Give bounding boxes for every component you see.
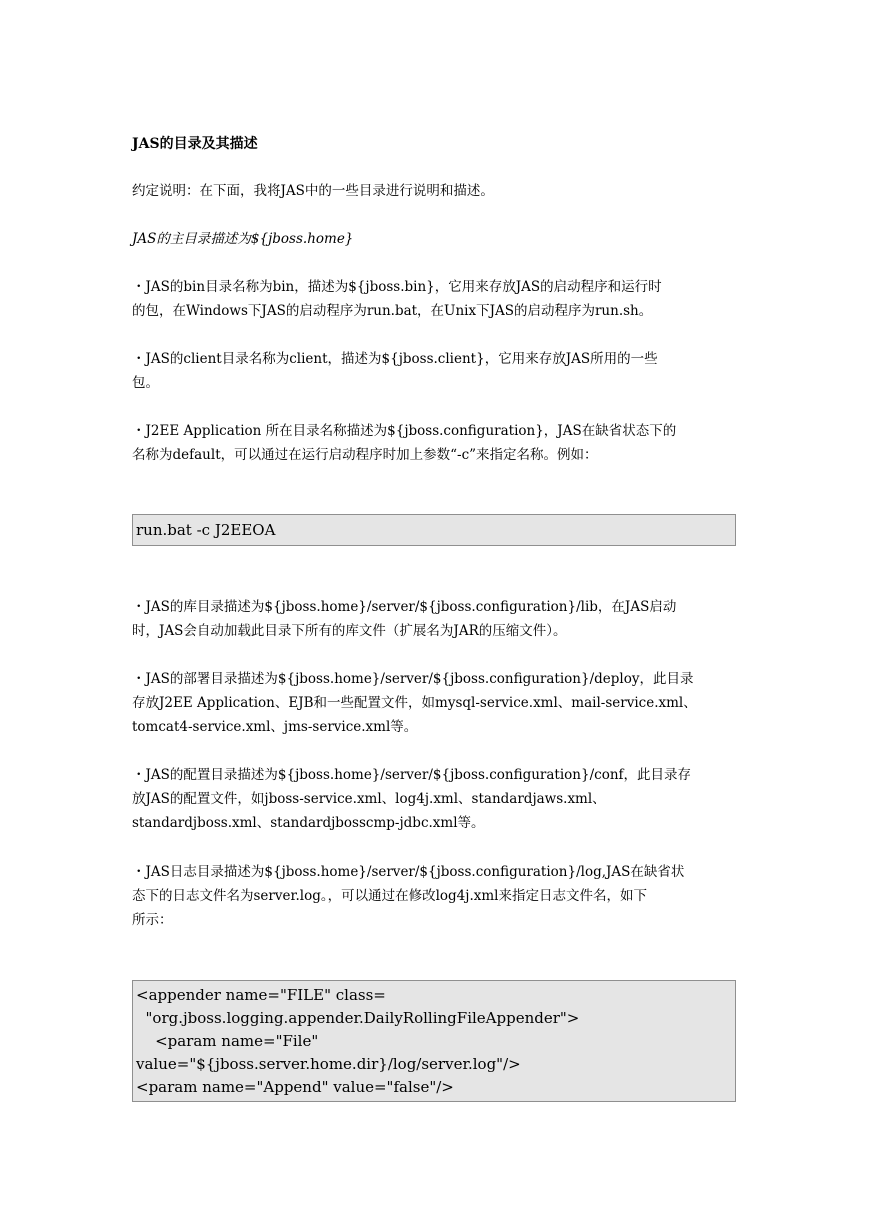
bin-paragraph <box>132 275 738 323</box>
code-lines <box>133 981 735 1099</box>
configuration-line: 名称为default，可以通过在运行启动程序时加上参数“-c”来指定名称。例如： <box>132 447 598 463</box>
code-line: value="${jboss.server.home.dir}/log/server.log"/> <box>136 1055 521 1073</box>
log-line: ・JAS日志目录描述为${jboss.home}/server/${jboss.configuration}/log,JAS在缺省状 <box>132 864 685 880</box>
lib-line: 时，JAS会自动加载此目录下所有的库文件（扩展名为JAR的压缩文件）。 <box>132 623 567 639</box>
log-line: 所示： <box>132 912 173 928</box>
log-line: 态下的日志文件名为server.log。，可以通过在修改log4j.xml来指定日志文件名，如下 <box>132 888 647 904</box>
code-line: "org.jboss.logging.appender.DailyRollingFileAppender"> <box>136 1009 580 1027</box>
home-paragraph <box>132 227 738 251</box>
deploy-line: ・JAS的部署目录描述为${jboss.home}/server/${jboss.configuration}/deploy，此目录 <box>132 671 694 687</box>
log-paragraph <box>132 860 738 932</box>
bin-line: 的包，在Windows下JAS的启动程序为run.bat，在Unix下JAS的启动程序为run.sh。 <box>132 303 653 319</box>
conf-line: ・JAS的配置目录描述为${jboss.home}/server/${jboss.configuration}/conf，此目录存 <box>132 767 692 783</box>
configuration-line: ・J2EE Application 所在目录名称描述为${jboss.configuration}，JAS在缺省状态下的 <box>132 423 677 439</box>
code-line: run.bat -c J2EEOA <box>136 521 276 539</box>
code-line: <appender name="FILE" class= <box>136 986 386 1004</box>
deploy-paragraph <box>132 667 738 739</box>
home-desc-text: JAS的主目录描述为${jboss.home} <box>132 231 354 247</box>
bin-line: ・JAS的bin目录名称为bin，描述为${jboss.bin}，它用来存放JAS的启动程序和运行时 <box>132 279 662 295</box>
convention-text: 约定说明：在下面，我将JAS中的一些目录进行说明和描述。 <box>132 183 494 199</box>
conf-line: standardjboss.xml、standardjbosscmp-jdbc.xml等。 <box>132 815 485 831</box>
client-line: ・JAS的client目录名称为client，描述为${jboss.client}，它用来存放JAS所用的一些 <box>132 351 658 367</box>
code-block-log4j-config <box>132 980 736 1102</box>
deploy-line: 存放J2EE Application、EJB和一些配置文件，如mysql-service.xml、mail-service.xml、 <box>132 695 697 711</box>
deploy-line: tomcat4-service.xml、jms-service.xml等。 <box>132 719 418 735</box>
code-block-run-command <box>132 514 736 546</box>
client-paragraph <box>132 347 738 395</box>
conf-paragraph <box>132 763 738 835</box>
convention-paragraph <box>132 179 738 203</box>
lib-paragraph <box>132 595 738 643</box>
code-line: <param name="Append" value="false"/> <box>136 1078 454 1096</box>
conf-line: 放JAS的配置文件，如jboss-service.xml、log4j.xml、standardjaws.xml、 <box>132 791 606 807</box>
section-title: JAS的目录及其描述 <box>132 136 258 152</box>
lib-line: ・JAS的库目录描述为${jboss.home}/server/${jboss.configuration}/lib，在JAS启动 <box>132 599 677 615</box>
client-line: 包。 <box>132 375 159 391</box>
code-line: <param name="File" <box>136 1032 319 1050</box>
configuration-paragraph <box>132 419 738 467</box>
